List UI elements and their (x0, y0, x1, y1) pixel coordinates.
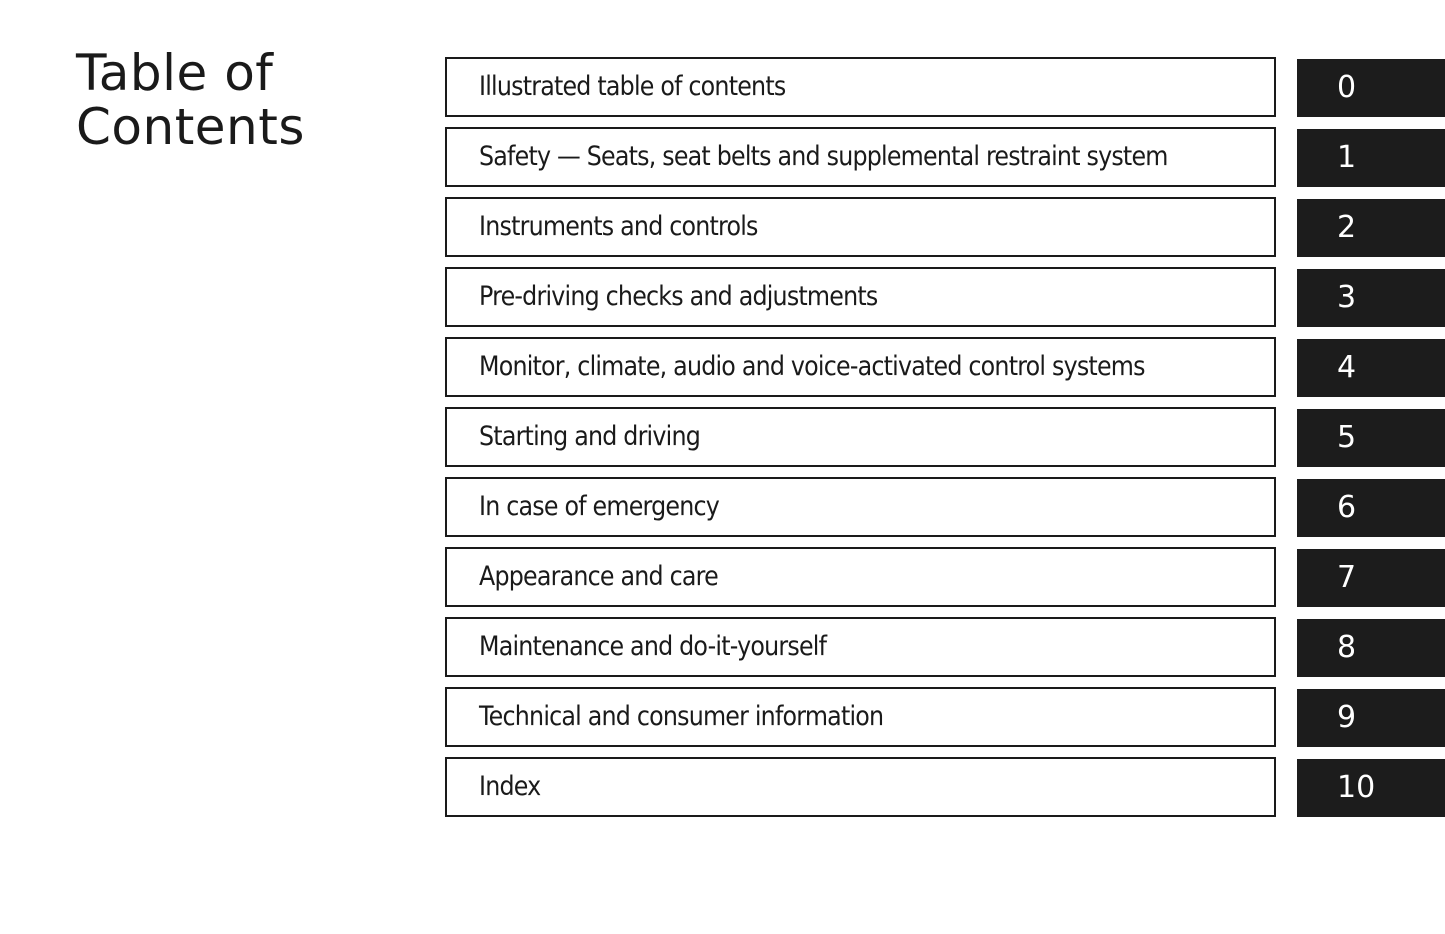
chapter-tab[interactable] (1297, 199, 1445, 257)
chapter-tab[interactable] (1297, 129, 1445, 187)
chapter-tab[interactable] (1297, 759, 1445, 817)
toc-entry-2[interactable] (445, 197, 1445, 257)
chapter-number: 0 (1337, 70, 1357, 105)
chapter-number: 5 (1337, 420, 1357, 455)
chapter-number: 4 (1337, 350, 1357, 385)
toc-entry-3[interactable] (445, 267, 1445, 327)
chapter-tab[interactable] (1297, 549, 1445, 607)
chapter-number: 1 (1337, 140, 1357, 175)
toc-entry-label-box[interactable] (445, 687, 1276, 747)
toc-entry-1[interactable] (445, 127, 1445, 187)
toc-entry-6[interactable] (445, 477, 1445, 537)
toc-entry-label-box[interactable] (445, 547, 1276, 607)
chapter-number: 3 (1337, 280, 1357, 315)
chapter-number: 10 (1337, 770, 1376, 805)
toc-entry-label: Appearance and care (479, 561, 718, 592)
toc-entry-label-box[interactable] (445, 617, 1276, 677)
table-of-contents-list (445, 57, 1445, 827)
chapter-number: 7 (1337, 560, 1357, 595)
toc-entry-label-box[interactable] (445, 407, 1276, 467)
toc-entry-label: In case of emergency (479, 491, 720, 522)
toc-entry-5[interactable] (445, 407, 1445, 467)
chapter-tab[interactable] (1297, 59, 1445, 117)
toc-entry-label-box[interactable] (445, 477, 1276, 537)
page-title-line-2: Contents (76, 98, 305, 156)
page-title (76, 46, 305, 154)
chapter-tab[interactable] (1297, 409, 1445, 467)
chapter-tab[interactable] (1297, 619, 1445, 677)
chapter-tab[interactable] (1297, 479, 1445, 537)
chapter-number: 8 (1337, 630, 1357, 665)
toc-entry-label-box[interactable] (445, 57, 1276, 117)
toc-entry-label: Safety — Seats, seat belts and supplemental restraint system (479, 141, 1168, 172)
toc-entry-label-box[interactable] (445, 197, 1276, 257)
toc-entry-label-box[interactable] (445, 757, 1276, 817)
toc-entry-label: Monitor, climate, audio and voice-activated control systems (479, 351, 1145, 382)
toc-entry-label-box[interactable] (445, 127, 1276, 187)
toc-entry-label: Starting and driving (479, 421, 701, 452)
chapter-tab[interactable] (1297, 339, 1445, 397)
toc-entry-0[interactable] (445, 57, 1445, 117)
toc-entry-label: Technical and consumer information (479, 701, 884, 732)
toc-entry-label: Illustrated table of contents (479, 71, 786, 102)
toc-entry-label: Instruments and controls (479, 211, 758, 242)
toc-entry-4[interactable] (445, 337, 1445, 397)
toc-entry-9[interactable] (445, 687, 1445, 747)
toc-entry-label: Pre-driving checks and adjustments (479, 281, 878, 312)
chapter-tab[interactable] (1297, 689, 1445, 747)
toc-entry-10[interactable] (445, 757, 1445, 817)
toc-entry-label-box[interactable] (445, 337, 1276, 397)
chapter-number: 6 (1337, 490, 1357, 525)
chapter-number: 2 (1337, 210, 1357, 245)
toc-entry-7[interactable] (445, 547, 1445, 607)
chapter-tab[interactable] (1297, 269, 1445, 327)
toc-entry-label: Index (479, 771, 541, 802)
toc-entry-8[interactable] (445, 617, 1445, 677)
page-title-line-1: Table of (76, 44, 274, 102)
chapter-number: 9 (1337, 700, 1357, 735)
toc-entry-label: Maintenance and do-it-yourself (479, 631, 827, 662)
toc-entry-label-box[interactable] (445, 267, 1276, 327)
